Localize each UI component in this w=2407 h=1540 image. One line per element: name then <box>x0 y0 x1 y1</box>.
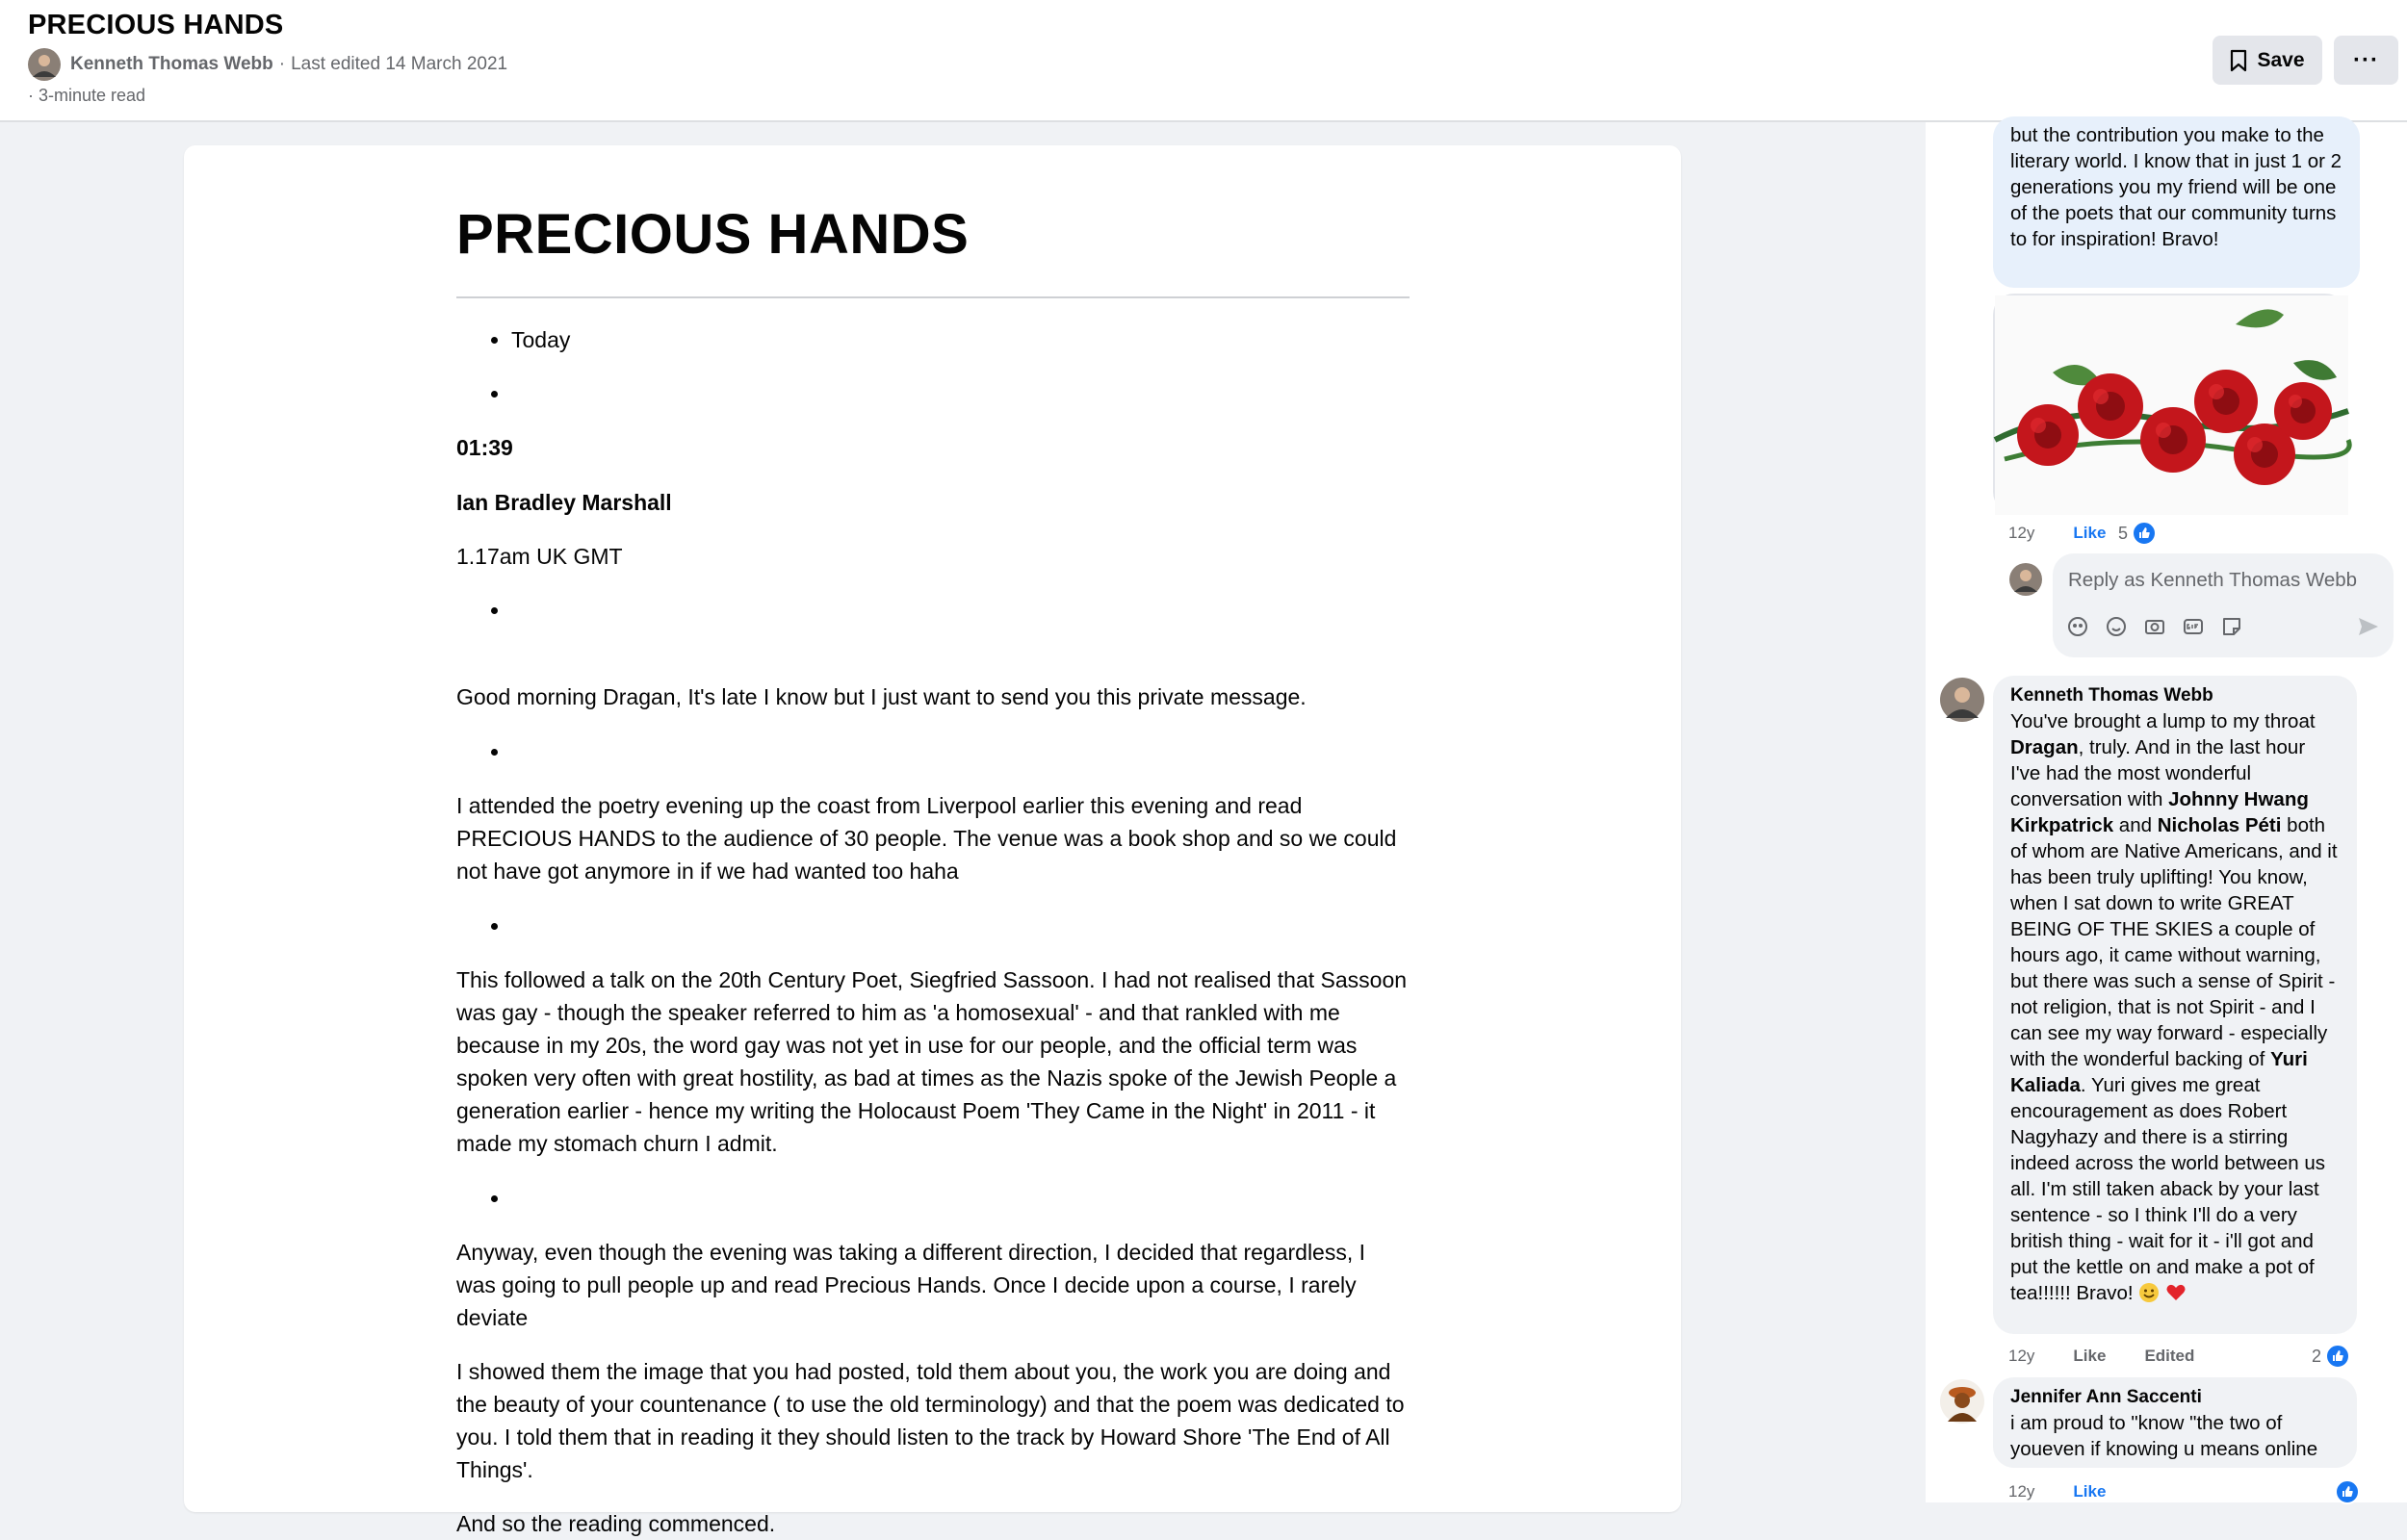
avatar-sticker-icon[interactable] <box>2066 614 2105 639</box>
list-item <box>511 910 1410 942</box>
more-options-button[interactable] <box>2334 36 2398 85</box>
comment-image-roses[interactable] <box>1993 294 2346 513</box>
edited-label: Edited <box>2144 1347 2195 1365</box>
list-item: • Today <box>511 323 1410 356</box>
comment-text-part: and <box>2113 814 2158 836</box>
smile-emoji-icon <box>2138 1282 2160 1303</box>
paragraph: Anyway, even though the evening was taking a different direction, I decided that regardless, I was going to pull people up and read Precious Hands. Once I decide upon a course, I rarely deviate <box>456 1240 1366 1330</box>
like-button[interactable]: Like <box>2073 1482 2107 1501</box>
reply-avatar <box>2009 563 2042 596</box>
gif-icon[interactable] <box>2182 614 2220 639</box>
like-button[interactable]: Like <box>2073 1347 2107 1365</box>
bullet-list <box>511 735 1410 768</box>
comment-text: but the contribution you make to the literary world. I know that in just 1 or 2 generations you my friend will be one of the poets that our community turns to for inspiration! Bravo! <box>2010 124 2342 250</box>
reaction-count[interactable] <box>2312 1344 2350 1369</box>
reply-input[interactable] <box>2068 563 2376 598</box>
comment-actions <box>2008 1347 2194 1366</box>
bullet-list <box>511 594 1410 627</box>
note-time: 01:39 <box>456 435 513 460</box>
save-button[interactable] <box>2213 36 2322 85</box>
paragraph: I showed them the image that you had posted, told them about you, the work you are doing and the beauty of your countenance ( to use the old terminology) and that the poem was dedicated to you. I told them that in reading it they should listen to the track by Howard Shore 'The End of All Things'. <box>456 1359 1405 1482</box>
header-title: PRECIOUS HANDS <box>28 10 284 40</box>
author-meta <box>28 48 507 81</box>
more-icon: ··· <box>2353 46 2379 73</box>
note-title: PRECIOUS HANDS <box>456 200 1410 298</box>
bullet-list <box>511 323 1410 356</box>
list-item <box>511 594 1410 627</box>
reaction-number: 2 <box>2312 1346 2322 1366</box>
meta-separator: · <box>278 54 286 74</box>
list-item <box>511 1182 1410 1215</box>
comment-bubble <box>1993 676 2357 1334</box>
paragraph: Good morning Dragan, It's late I know but I just want to send you this private message. <box>456 684 1307 709</box>
comment-age: 12y <box>2008 1347 2035 1365</box>
last-edited: Last edited 14 March 2021 <box>291 54 508 74</box>
thumbs-up-icon <box>2132 521 2157 546</box>
note-body <box>456 200 1410 1540</box>
comment-author[interactable]: Jennifer Ann Saccenti <box>2010 1387 2202 1407</box>
mention-link[interactable]: Nicholas Péti <box>2157 814 2282 836</box>
thumbs-up-icon <box>2335 1479 2360 1504</box>
sticker-icon[interactable] <box>2220 614 2259 639</box>
mention-link[interactable]: Johnny Hwang Kirkpatrick <box>2010 788 2309 836</box>
emoji-icon[interactable] <box>2105 614 2143 639</box>
bookmark-icon <box>2230 50 2247 71</box>
reaction-number: 5 <box>2118 523 2129 543</box>
list-item <box>511 377 1410 410</box>
comment-text-part: , truly. And in the last hour I've had the most wonderful conversation with <box>2010 736 2306 810</box>
heart-emoji-icon <box>2165 1282 2187 1303</box>
reply-composer <box>2053 553 2394 657</box>
read-time: · 3-minute read <box>28 86 146 105</box>
mention-link[interactable]: Yuri Kaliada <box>2010 1048 2308 1096</box>
roses-image <box>1995 295 2348 515</box>
note-person: Ian Bradley Marshall <box>456 490 672 515</box>
commenter-avatar[interactable] <box>1940 1379 1984 1424</box>
composer-tools <box>2066 614 2259 639</box>
like-button[interactable]: Like <box>2073 524 2107 542</box>
comment-text-part: . Yuri gives me great encouragement as does Robert Nagyhazy and there is a stirring indeed across the world between us all. I'm still taken aback by your last sentence - so I think I'll do a very british thing - wait for it - i'll got and put the kettle on and make a pot of tea!!!!!! Bravo! <box>2010 1074 2326 1304</box>
reaction-count[interactable] <box>2331 1479 2360 1504</box>
bullet-list <box>511 377 1410 410</box>
comment-age: 12y <box>2008 1482 2035 1501</box>
comment-bubble <box>1993 1377 2357 1468</box>
comment-actions <box>2008 524 2106 543</box>
thumbs-up-icon <box>2325 1344 2350 1369</box>
commenter-avatar[interactable] <box>1940 678 1984 722</box>
send-icon[interactable] <box>2357 615 2380 643</box>
comment-text-part: You've brought a lump to my throat <box>2010 710 2316 732</box>
mention-link[interactable]: Dragan <box>2010 736 2079 758</box>
bullet-list <box>511 910 1410 942</box>
bullet-list <box>511 1182 1410 1215</box>
comment-text-part: both of whom are Native Americans, and it has been truly uplifting! You know, when I sat down to write GREAT BEING OF THE SKIES a couple of hours ago, it came without warning, but there was such a sense of Spirit - not religion, that is not Spirit - and I can see my way forward - especially with the wonderful backing of <box>2010 814 2338 1070</box>
list-item <box>511 735 1410 768</box>
reaction-count[interactable] <box>2118 521 2157 546</box>
note-timestamp: 1.17am UK GMT <box>456 544 623 569</box>
comment-text <box>2010 708 2340 1306</box>
author-avatar[interactable] <box>28 48 61 81</box>
save-button-label: Save <box>2257 48 2305 71</box>
paragraph: And so the reading commenced. <box>456 1511 776 1536</box>
note-header <box>0 0 2407 122</box>
paragraph: I attended the poetry evening up the coast from Liverpool earlier this evening and read PRECIOUS HANDS to the audience of 30 people. The venue was a book shop and so we could not have got anymore in if we had wanted too haha <box>456 793 1397 884</box>
paragraph: This followed a talk on the 20th Century Poet, Siegfried Sassoon. I had not realised that Sassoon was gay - though the speaker referred to him as 'a homosexual' - and that rankled with me because in my 20s, the word gay was not yet in use for our people, and the official term was spoken very often with great hostility, as bad at times as the Nazis spoke of the Jewish People a generation earlier - hence my writing the Holocaust Poem 'They Came in the Night' in 2011 - it made my stomach churn I admit. <box>456 967 1408 1156</box>
camera-icon[interactable] <box>2143 614 2182 639</box>
comment-age: 12y <box>2008 524 2035 542</box>
author-name-link[interactable]: Kenneth Thomas Webb <box>70 54 273 74</box>
comment-actions <box>2008 1482 2106 1502</box>
comment-author[interactable]: Kenneth Thomas Webb <box>2010 685 2213 706</box>
note-card <box>184 145 1681 1536</box>
comment-text: i am proud to "know "the two of youeven if knowing u means online <box>2010 1412 2318 1460</box>
comment-bubble <box>1993 116 2360 288</box>
